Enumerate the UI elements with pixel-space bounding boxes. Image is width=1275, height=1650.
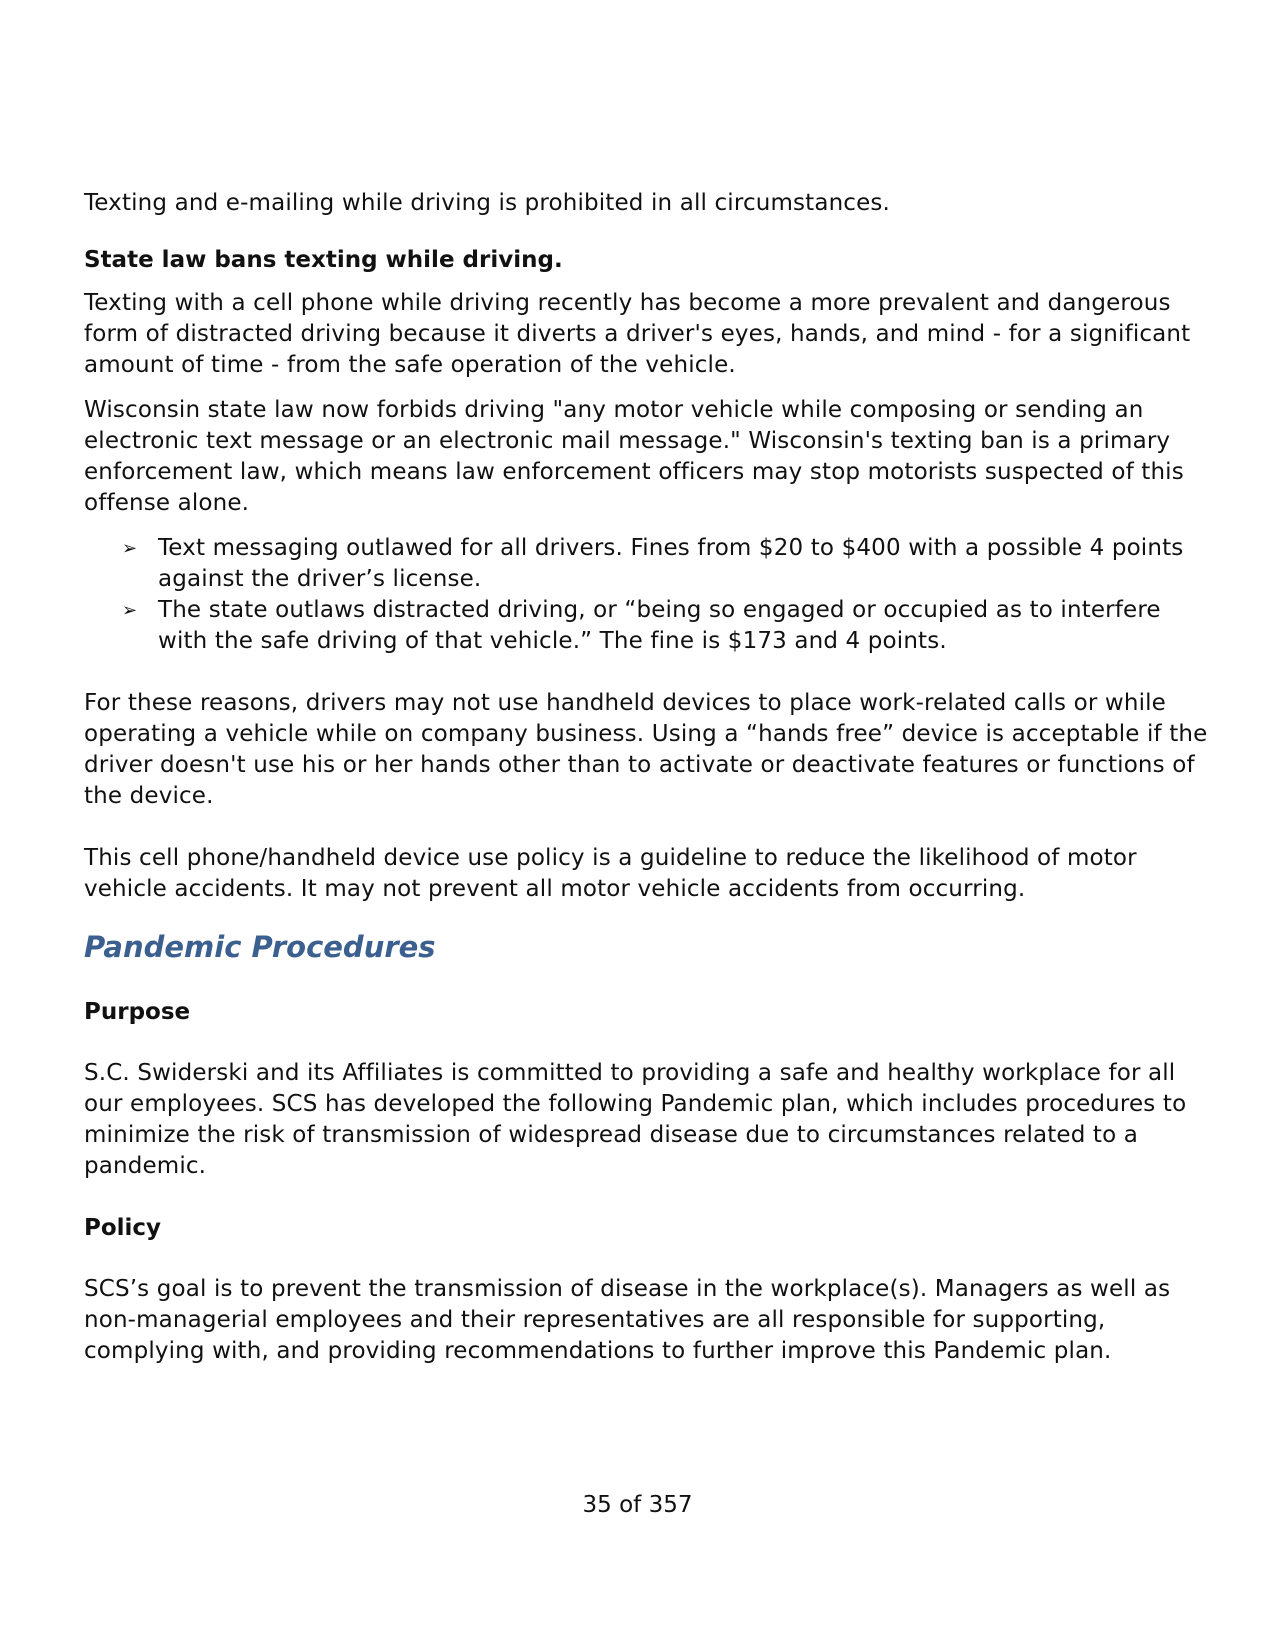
wisconsin-law-paragraph: Wisconsin state law now forbids driving "any motor vehicle while composing or sending an electronic text message or an electronic mail message." Wisconsin's texting ban is a primary enforcement law, which means law enforcement officers may stop motorists suspected of this offense alone. [84, 397, 1184, 516]
intro-paragraph: Texting and e-mailing while driving is prohibited in all circumstances. [84, 190, 890, 216]
penalty-list [84, 533, 1208, 657]
policy-guideline-paragraph: This cell phone/handheld device use policy is a guideline to reduce the likelihood of motor vehicle accidents. It may not prevent all motor vehicle accidents from occurring. [84, 845, 1137, 902]
list-item-text: Text messaging outlawed for all drivers. Fines from $20 to $400 with a possible 4 points against the driver’s license. [158, 535, 1184, 592]
policy-paragraph: SCS’s goal is to prevent the transmission of disease in the workplace(s). Managers as well as non-managerial employees and their representatives are all responsible for supporting, complying with, and providing recommendations to further improve this Pandemic plan. [84, 1276, 1171, 1364]
list-item-text: The state outlaws distracted driving, or “being so engaged or occupied as to interfere with the safe driving of that vehicle.” The fine is $173 and 4 points. [158, 597, 1161, 654]
page-content [84, 188, 1208, 1367]
distracted-driving-paragraph: Texting with a cell phone while driving recently has become a more prevalent and dangerous form of distracted driving because it diverts a driver's eyes, hands, and mind - for a significant amount of time - from the safe operation of the vehicle. [84, 290, 1191, 378]
purpose-paragraph: S.C. Swiderski and its Affiliates is committed to providing a safe and healthy workplace for all our employees. SCS has developed the following Pandemic plan, which includes procedures to minimize the risk of transmission of widespread disease due to circumstances related to a pandemic. [84, 1060, 1187, 1179]
list-item [84, 595, 1208, 657]
policy-heading: Policy [84, 1215, 162, 1241]
page-number: 35 of 357 [582, 1492, 693, 1518]
handheld-devices-paragraph: For these reasons, drivers may not use handheld devices to place work-related calls or while operating a vehicle while on company business. Using a “hands free” device is acceptable if the driver doesn't use his or her hands other than to activate or deactivate features or functions of the device. [84, 690, 1208, 809]
state-law-heading: State law bans texting while driving. [84, 247, 563, 273]
purpose-heading: Purpose [84, 999, 191, 1025]
arrow-bullet-icon: ➢ [122, 600, 138, 621]
list-item [84, 533, 1208, 595]
pandemic-section-title: Pandemic Procedures [84, 930, 436, 964]
arrow-bullet-icon: ➢ [122, 538, 138, 559]
